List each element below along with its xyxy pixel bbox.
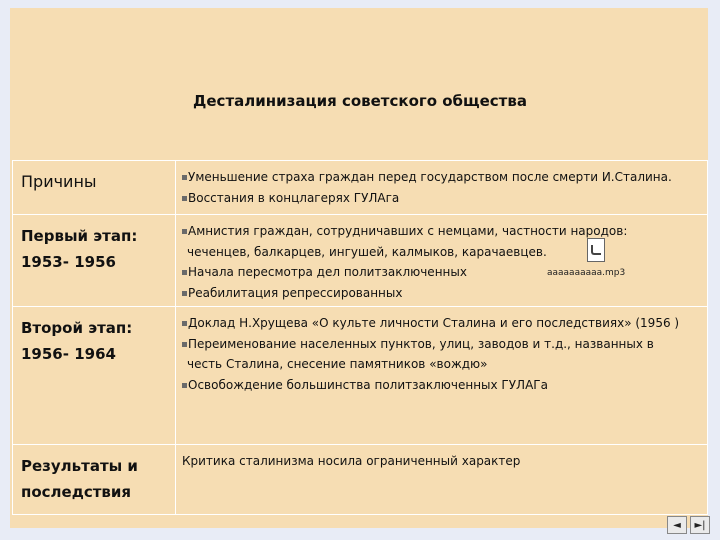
table-row	[13, 161, 708, 215]
row-content-results	[176, 445, 708, 515]
row-content-stage2	[176, 307, 708, 445]
table-row	[13, 445, 708, 515]
list-item: Переименование населенных пунктов, улиц, заводов и т.д., названных в	[182, 334, 707, 355]
list-item-continuation: чеченцев, балкарцев, ингушей, калмыков, карачаевцев.	[187, 244, 547, 259]
list-item: Уменьшение страха граждан перед государством после смерти И.Сталина.	[182, 167, 707, 188]
next-slide-icon[interactable]: ►|	[690, 516, 710, 534]
list-item-continuation: честь Сталина, снесение памятников «вождю»	[187, 357, 488, 371]
bullet-icon	[182, 383, 187, 388]
content-table	[12, 160, 708, 515]
audio-attachment[interactable]	[545, 238, 645, 278]
bullet-icon	[182, 342, 187, 347]
row-content-causes	[176, 161, 708, 215]
list-item: Освобождение большинства политзаключенных ГУЛАГа	[182, 375, 707, 396]
row-label-stage1: Первый этап: 1953- 1956	[13, 215, 176, 307]
table-row	[13, 307, 708, 445]
list-item: Реабилитация репрессированных	[182, 283, 707, 304]
bullet-icon	[182, 196, 187, 201]
bullet-icon	[182, 270, 187, 275]
list-item: Доклад Н.Хрущева «О культе личности Сталина и его последствиях» (1956 )	[182, 313, 707, 334]
bullet-icon	[182, 291, 187, 296]
list-item: Амнистия граждан, сотрудничавших с немцами, частности народов:	[182, 221, 707, 242]
list-item: Восстания в концлагерях ГУЛАга	[182, 188, 707, 209]
row-label-stage2: Второй этап: 1956- 1964	[13, 307, 176, 445]
list-item: Начала пересмотра дел политзаключенных	[182, 262, 707, 283]
bullet-icon	[182, 175, 187, 180]
previous-slide-icon[interactable]: ◄	[667, 516, 687, 534]
audio-file-icon[interactable]	[587, 238, 605, 262]
slide-title: Десталинизация советского общества	[193, 92, 527, 110]
list-item: Критика сталинизма носила ограниченный характер	[182, 454, 521, 468]
attachment-filename: аааааааааа.mp3	[547, 268, 626, 278]
bullet-icon	[182, 321, 187, 326]
row-label-results: Результаты и последствия	[13, 445, 176, 515]
bullet-icon	[182, 229, 187, 234]
row-label-causes: Причины	[13, 161, 176, 215]
slide-navigation	[667, 516, 710, 534]
